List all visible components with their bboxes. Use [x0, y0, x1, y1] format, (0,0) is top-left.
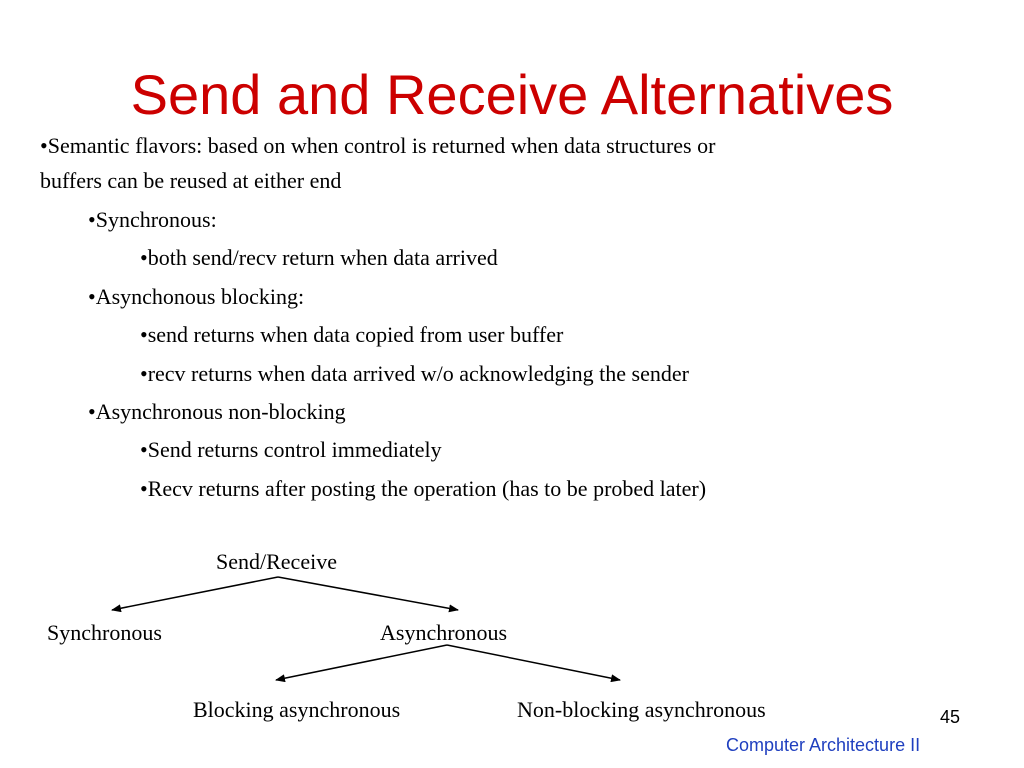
bullet-line: •Send returns control immediately — [140, 437, 442, 462]
bullet-line: •both send/recv return when data arrived — [140, 245, 498, 270]
bullet-line: •send returns when data copied from user buffer — [140, 322, 564, 347]
page-number: 45 — [939, 707, 961, 727]
edge-async-nonblocking — [447, 645, 620, 680]
tree-node-synchronous: Synchronous — [47, 620, 162, 645]
slide-title: Send and Receive Alternatives — [130, 63, 894, 126]
tree-node-asynchronous: Asynchronous — [380, 620, 508, 645]
edge-root-asynchronous — [278, 577, 458, 610]
edge-root-synchronous — [112, 577, 278, 610]
tree-node-send-receive: Send/Receive — [216, 549, 337, 574]
bullet-line: •Synchronous: — [88, 207, 217, 232]
footer-text: Computer Architecture II — [726, 735, 921, 755]
bullet-line: •recv returns when data arrived w/o acknowledging the sender — [140, 361, 689, 386]
bullet-line: buffers can be reused at either end — [40, 168, 342, 193]
edge-async-blocking — [276, 645, 447, 680]
bullet-line: •Semantic flavors: based on when control is returned when data structures or — [40, 133, 716, 158]
tree-node-blocking-asynchronous: Blocking asynchronous — [193, 697, 401, 722]
bullet-line: •Recv returns after posting the operation (has to be probed later) — [140, 476, 707, 501]
bullet-line: •Asynchonous blocking: — [88, 284, 305, 309]
bullet-line: •Asynchronous non-blocking — [88, 399, 346, 424]
tree-node-nonblocking-asynchronous: Non-blocking asynchronous — [517, 697, 766, 722]
